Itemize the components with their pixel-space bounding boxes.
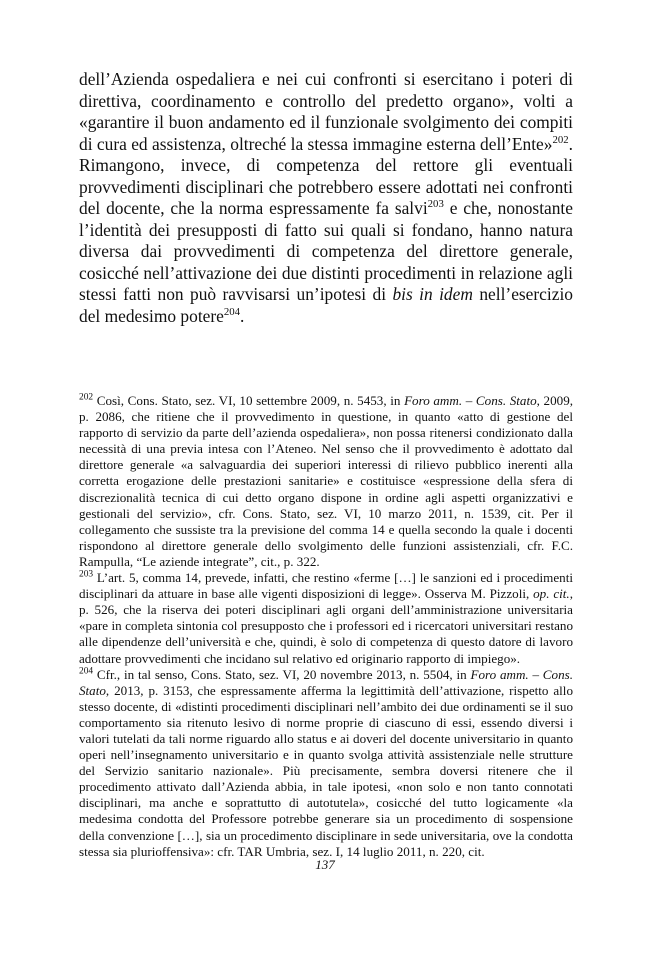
footnote-text: , 2013, p. 3153, che espressamente afferma la legittimità dell’attivazione, rispetto allo stesso docente, di «distinti procedimenti disciplinari nell’ambito dei due ordinamenti se il suo comportamento sia ritenuto lesivo di norme proprie di ciascuno di essi, essendo diversi i valori tutelati da tali norme riguardo allo status e ai doveri del docente universitario in quanto operi nell’insegnamento universitario e in quanto svolga attività assistenziale nelle strutture del Servizio sanitario nazionale». Più precisamente, sembra doversi ritenere che il procedimento attivato dall’Azienda abbia, in tale ipotesi, «non solo e non tanto connotati disciplinari, ma anche e soprattutto di autotutela», cosicché del tutto logicamente «la medesima condotta del Professore potrebbe generare sia un procedimento di sospensione della convenzione […], sia un procedimento disciplinare in sede universitaria, ove la condotta stessa sia plurioffensiva»: cfr. TAR Umbria, sez. I, 14 luglio 2011, n. 220, cit. [79, 682, 573, 859]
footnote-number: 203 [79, 569, 94, 580]
body-text-segment: nell’esercizio del medesimo potere [79, 284, 573, 326]
footnote-italic: op. cit. [533, 586, 570, 602]
footnote-reference-203: 203 [427, 198, 444, 211]
footnote-reference-202: 202 [552, 133, 569, 146]
body-text-segment: . Rimangono, invece, di competenza del rettore gli eventuali provvedimenti disciplinari che potrebbero essere adottati nei confronti del docente, che la norma espressamente fa salvi [79, 133, 573, 218]
footnote-203 [79, 570, 573, 667]
footnote-text: , p. 526, che la riserva dei poteri disciplinari agli organi dell’amministrazione universitaria «pare in completa sintonia col presupposto che i professori ed i ricercatori universitari restano alle dipendenze dell’università e che, quindi, è solo di competenza di questo datore di lavoro adottare provvedimenti che incidano sul relativo ed originario rapporto di impiego». [79, 586, 573, 666]
footnote-text: Così, Cons. Stato, sez. VI, 10 settembre 2009, n. 5453, in [93, 393, 405, 408]
footnote-number: 204 [79, 666, 94, 677]
footnote-number: 202 [79, 392, 94, 403]
footnote-text: Cfr., in tal senso, Cons. Stato, sez. VI, 20 novembre 2013, n. 5504, in [93, 666, 471, 682]
footnotes-section [79, 393, 573, 860]
body-paragraph [79, 69, 573, 327]
footnote-204 [79, 667, 573, 860]
footnote-reference-204: 204 [223, 305, 241, 318]
italic-phrase: bis in idem [392, 284, 473, 304]
footnote-text: L’art. 5, comma 14, prevede, infatti, che restino «ferme […] le sanzioni ed i procedimenti disciplinari da attuare in base alle vigenti disposizioni di legge». Osserva M. Pizzoli, [79, 570, 573, 602]
footnote-202 [79, 393, 573, 570]
main-text [79, 69, 573, 327]
footnote-italic: Foro amm. – Cons. Stato [404, 393, 537, 408]
body-text-segment: e che, nonostante l’identità dei presupposti di fatto sui quali si fondano, hanno natura diversa dai provvedimenti di competenza del direttore generale, cosicché nell’attivazione dei due distinti procedimenti in relazione agli stessi fatti non può ravvisarsi un’ipotesi di [79, 198, 573, 304]
footnote-text: , 2009, p. 2086, che ritiene che il provvedimento in questione, in quanto «atto di gestione del rapporto di servizio da parte dell’azienda ospedaliera», non possa ritenersi condizionato dalla necessità di una previa intesa con l’Ateneo. Nel senso che il provvedimento è adottato dal direttore generale «a salvaguardia dei superiori interessi di rilievo pubblico inerenti alla corretta erogazione delle prestazioni sanitarie» e costituisce «espressione della sfera di discrezionalità tecnica di cui detto organo dispone in ordine agli aspetti organizzativi e gestionali del servizio», cfr. Cons. Stato, sez. VI, 10 marzo 2011, n. 1539, cit. Per il collegamento che sussiste tra la previsione del comma 14 e quella secondo la quale i docenti rispondono al direttore generale dello svolgimento delle funzioni assistenziali, cfr. F.C. Rampulla, “Le aziende integrate”, cit., p. 322. [79, 393, 574, 569]
page-number: 137 [315, 857, 335, 872]
body-text-segment: . [240, 305, 245, 326]
body-text-segment: dell’Azienda ospedaliera e nei cui confronti si esercitano i poteri di direttiva, coordinamento e controllo del predetto organo», volti a «garantire il buon andamento ed il funzionale svolgimento dei compiti di cura ed assistenza, oltreché la stessa immagine esterna dell’Ente» [79, 69, 573, 154]
footnote-italic: Foro amm. – Cons. Stato [79, 666, 573, 698]
